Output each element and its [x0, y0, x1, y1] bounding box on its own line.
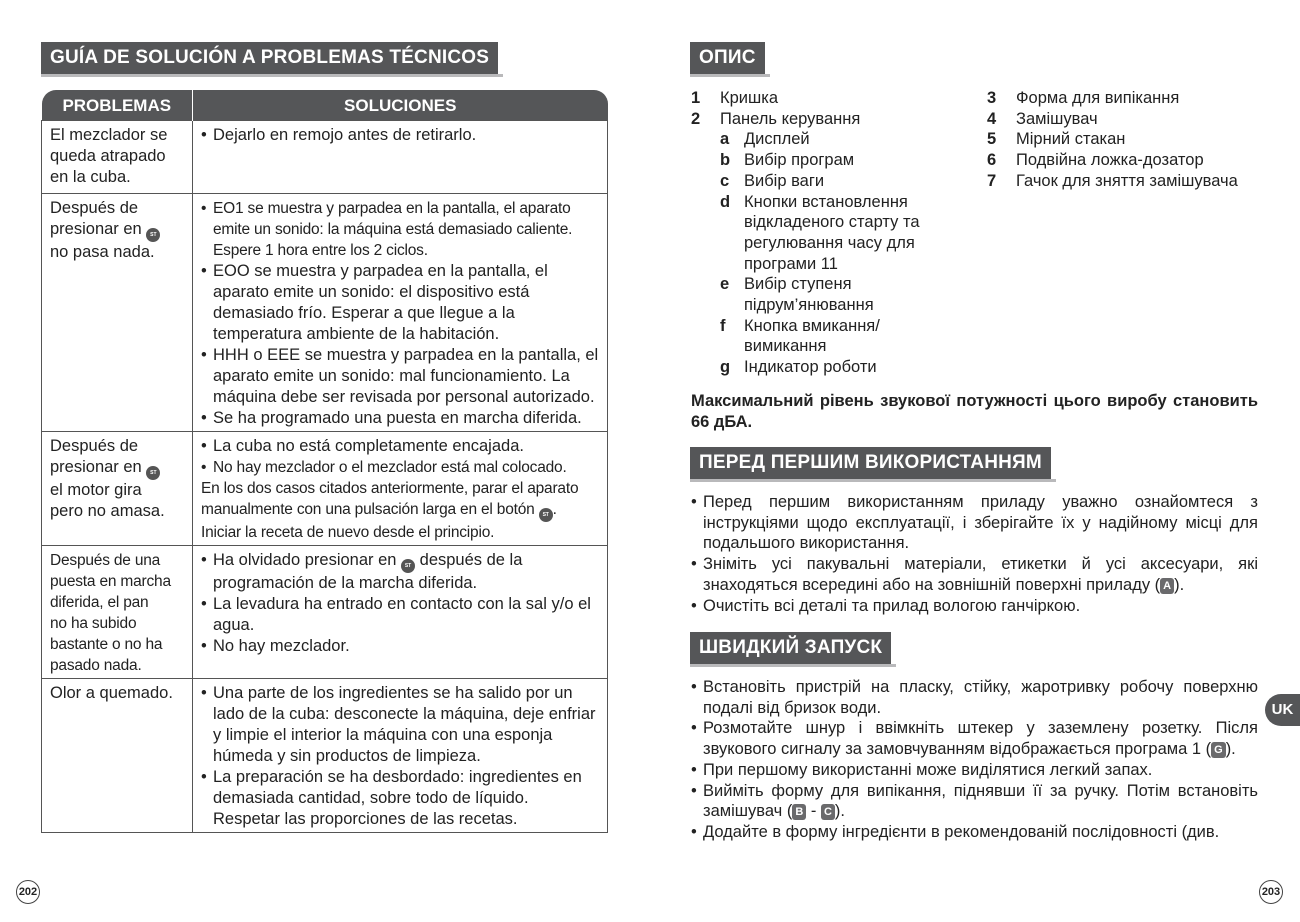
troubleshooting-table: [41, 90, 608, 833]
solution-cell: • Ha olvidado presionar en ST después de la programación de la marcha diferida. • La levadura ha entrado en contacto con la sal y/o el agua. • No hay mezclador.: [193, 546, 608, 679]
list-item: • При першому використанні може виділятися легкий запах.: [691, 760, 1258, 781]
list-item: • Очистіть всі деталі та прилад вологою ганчіркою.: [691, 596, 1258, 617]
solution-cell: • Dejarlo en remojo antes de retirarlo.: [193, 121, 608, 194]
description-list-2: [987, 88, 1277, 192]
list-item: c Вибір ваги: [720, 171, 825, 190]
list-item: • Вийміть форму для випікання, піднявши її за ручку. Потім встановіть замішувач ( B - C ).: [691, 781, 1258, 822]
first-use-title: ПЕРЕД ПЕРШИМ ВИКОРИСТАННЯМ: [690, 447, 1051, 479]
list-item: відкладеного старту та: [744, 213, 920, 232]
solution-cell: • La cuba no está completamente encajada. • No hay mezclador o el mezclador está mal colocado. En los dos casos citados anteriormente, parar el aparato manualmente con una pulsación larga en el botón ST . Iniciar la receta de nuevo desde el principio.: [193, 432, 608, 546]
problem-cell: Olor a quemado.: [42, 679, 193, 833]
noise-level-note: Максимальний рівень звукової потужності цього виробу становить 66 дБА.: [691, 392, 1258, 431]
list-item: g Індикатор роботи: [720, 358, 877, 377]
table-row: [42, 546, 608, 679]
start-stop-button-icon: ST: [539, 508, 553, 522]
list-item: d Кнопки встановлення: [720, 192, 908, 211]
list-item: 4 Замішувач: [987, 109, 1098, 128]
page-number-left: 202: [16, 880, 40, 904]
list-item: регулювання часу для: [744, 233, 915, 252]
list-item: програми 11: [744, 254, 838, 273]
language-tab: UK: [1265, 694, 1300, 726]
start-stop-button-icon: ST: [401, 559, 415, 573]
solution-cell: • Una parte de los ingredientes se ha salido por un lado de la cuba: desconecte la máquina, deje enfriar y limpie el interior la máquina con una esponja húmeda y sin productos de limpieza. • La preparación se ha desbordado: ingredientes en demasiada cantidad, sobre todo de líquido. Respetar las proporciones de las recetas.: [193, 679, 608, 833]
list-item: 3 Форма для випікання: [987, 89, 1180, 107]
quick-start-title: ШВИДКИЙ ЗАПУСК: [690, 632, 891, 664]
list-item: a Дисплей: [720, 130, 810, 149]
problem-cell: Después de presionar en ST el motor gira pero no amasa.: [42, 432, 193, 546]
table-row: [42, 121, 608, 194]
table-row: [42, 432, 608, 546]
figure-ref-badge: C: [821, 804, 835, 820]
figure-ref-badge: A: [1160, 578, 1174, 594]
description-list: [691, 88, 961, 378]
page-number-right: 203: [1259, 880, 1283, 904]
problem-cell: Después de presionar en ST no pasa nada.: [42, 194, 193, 432]
list-item: • Розмотайте шнур і ввімкніть штекер у заземлену розетку. Після звукового сигналу за замовчуванням відображається програма 1 ( G ).: [691, 718, 1258, 759]
start-stop-button-icon: ST: [146, 228, 160, 242]
list-item: вимикання: [744, 337, 827, 356]
list-item: • Додайте в форму інгредієнти в рекомендованій послідовності (див.: [691, 822, 1258, 843]
list-item: • Перед першим використанням приладу уважно ознайомтеся з інструкціями щодо експлуатації, і зберігайте їх у надійному місці для подальшого використання.: [691, 492, 1258, 554]
list-item: підрум’янювання: [744, 296, 874, 315]
list-item: f Кнопка вмикання/: [720, 316, 880, 335]
start-stop-button-icon: ST: [146, 466, 160, 480]
list-item: 6 Подвійна ложка-дозатор: [987, 151, 1204, 170]
description-title: ОПИС: [690, 42, 765, 74]
list-item: • Зніміть усі пакувальні матеріали, етикетки й усі аксесуари, які знаходяться всередині або на зовнішній поверхні приладу ( A ).: [691, 554, 1258, 595]
problem-cell: Después de una puesta en marcha diferida, el pan no ha subido bastante o no ha pasado nada.: [42, 546, 193, 679]
list-item: b Вибір програм: [720, 151, 855, 170]
list-item: 1 Кришка: [691, 89, 778, 107]
list-item: • Встановіть пристрій на пласку, стійку, жаротривку робочу поверхню подалі від бризок води.: [691, 677, 1258, 718]
figure-ref-badge: B: [792, 804, 806, 820]
list-item: 5 Мірний стакан: [987, 130, 1126, 149]
list-item: 2 Панель керування: [691, 109, 861, 128]
table-row: [42, 679, 608, 833]
quick-start-list: [691, 677, 1258, 843]
first-use-list: [691, 492, 1258, 616]
table-row: [42, 194, 608, 432]
problems-header: PROBLEMAS: [42, 90, 193, 121]
list-item: e Вибір ступеня: [720, 275, 852, 294]
solutions-header: SOLUCIONES: [193, 90, 608, 121]
figure-ref-badge: G: [1211, 742, 1226, 758]
solution-cell: • EO1 se muestra y parpadea en la pantalla, el aparato emite un sonido: la máquina está demasiado caliente. Espere 1 hora entre los 2 ciclos. • EOO se muestra y parpadea en la pantalla, el aparato emite un sonido: el dispositivo está demasiado frío. Esperar a que llegue a la temperatura ambiente de la habitación. • HHH o EEE se muestra y parpadea en la pantalla, el aparato emite un sonido: mal funcionamiento. La máquina debe ser revisada por personal autorizado. • Se ha programado una puesta en marcha diferida.: [193, 194, 608, 432]
troubleshooting-title: GUÍA DE SOLUCIÓN A PROBLEMAS TÉCNICOS: [41, 42, 498, 74]
problem-cell: El mezclador se queda atrapado en la cuba.: [42, 121, 193, 194]
list-item: 7 Гачок для зняття замішувача: [987, 171, 1238, 190]
